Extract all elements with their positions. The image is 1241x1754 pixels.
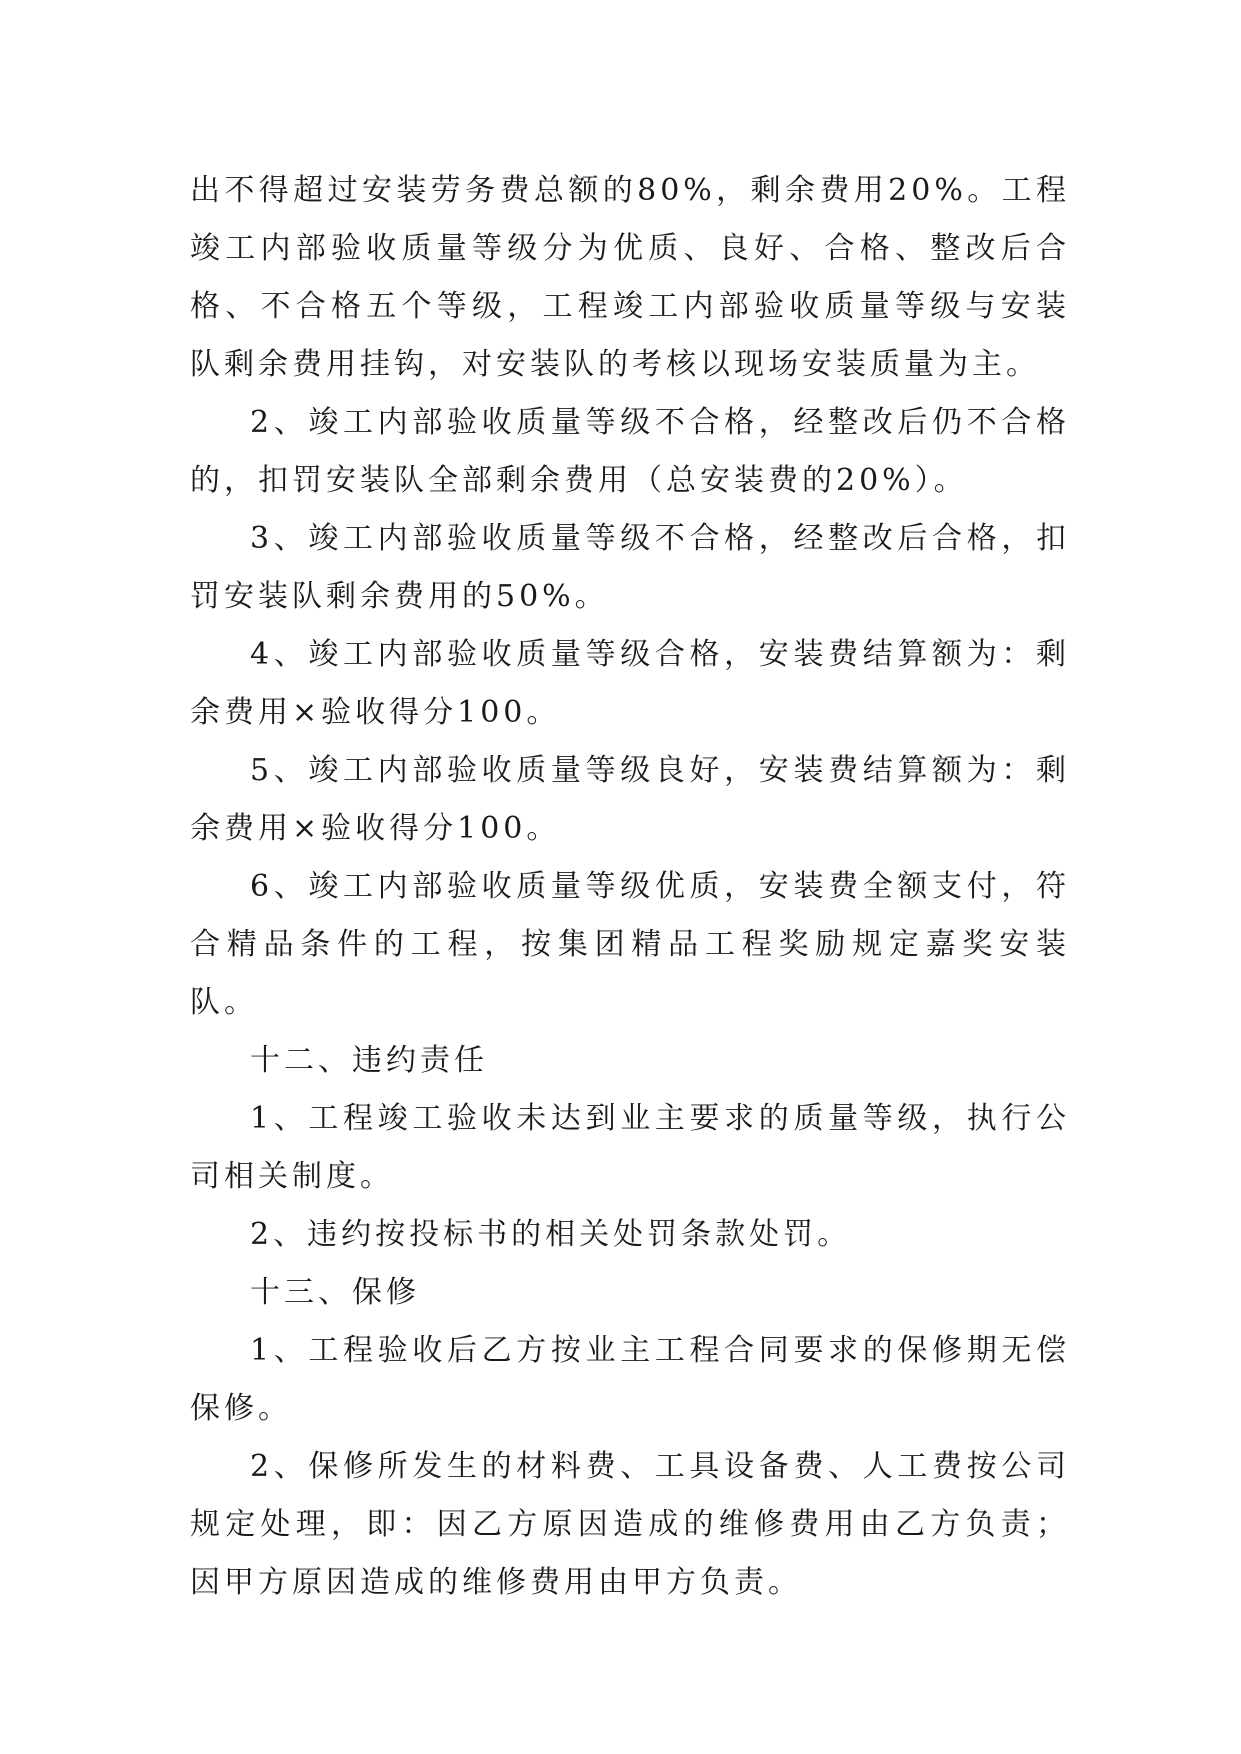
paragraph-breach-1: 1、工程竣工验收未达到业主要求的质量等级，执行公司相关制度。: [190, 1101, 1070, 1194]
paragraph-warranty-2: 2、保修所发生的材料费、工具设备费、人工费按公司规定处理，即：因乙方原因造成的维修费用由乙方负责；因甲方原因造成的维修费用由甲方负责。: [190, 1449, 1070, 1600]
paragraph-item-4: 4、竣工内部验收质量等级合格，安装费结算额为：剩余费用×验收得分100。: [190, 637, 1070, 730]
section-heading-breach: 十二、违约责任: [250, 1043, 488, 1078]
paragraph-item-2: 2、竣工内部验收质量等级不合格，经整改后仍不合格的，扣罚安装队全部剩余费用（总安装费的20%）。: [190, 405, 1070, 498]
section-heading-warranty: 十三、保修: [250, 1275, 420, 1310]
paragraph-warranty-1: 1、工程验收后乙方按业主工程合同要求的保修期无偿保修。: [190, 1333, 1070, 1426]
paragraph-item-3: 3、竣工内部验收质量等级不合格，经整改后合格，扣罚安装队剩余费用的50%。: [190, 521, 1070, 614]
paragraph-continuation: 出不得超过安装劳务费总额的80%，剩余费用20%。工程竣工内部验收质量等级分为优质、良好、合格、整改后合格、不合格五个等级，工程竣工内部验收质量等级与安装队剩余费用挂钩，对安装队的考核以现场安装质量为主。: [190, 173, 1070, 382]
paragraph-breach-2: 2、违约按投标书的相关处罚条款处罚。: [250, 1217, 852, 1252]
paragraph-item-6: 6、竣工内部验收质量等级优质，安装费全额支付，符合精品条件的工程，按集团精品工程奖励规定嘉奖安装队。: [190, 869, 1070, 1020]
document-body: [190, 162, 1070, 1612]
paragraph-item-5: 5、竣工内部验收质量等级良好，安装费结算额为：剩余费用×验收得分100。: [190, 753, 1070, 846]
